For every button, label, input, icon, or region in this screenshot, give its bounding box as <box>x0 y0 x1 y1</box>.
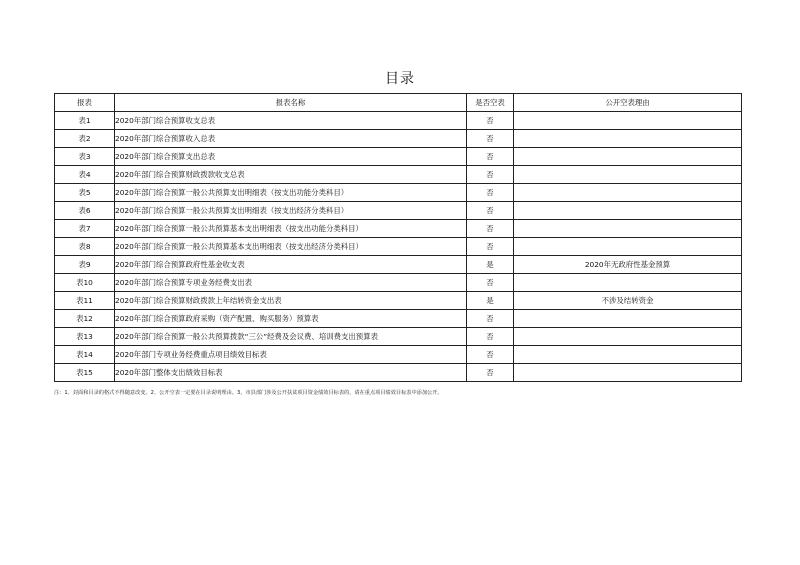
row-name: 2020年部门综合预算专项业务经费支出表 <box>115 274 467 292</box>
header-no: 报表 <box>55 94 115 112</box>
table-row <box>55 202 742 220</box>
row-reason <box>514 148 742 166</box>
row-number: 表3 <box>55 148 115 166</box>
row-number: 表15 <box>55 364 115 382</box>
catalog-table <box>54 93 742 382</box>
row-is-empty: 否 <box>467 328 514 346</box>
row-is-empty: 否 <box>467 346 514 364</box>
table-row <box>55 238 742 256</box>
row-number: 表14 <box>55 346 115 364</box>
row-reason: 不涉及结转资金 <box>514 292 742 310</box>
row-is-empty: 否 <box>467 238 514 256</box>
row-reason <box>514 184 742 202</box>
row-is-empty: 否 <box>467 130 514 148</box>
row-is-empty: 否 <box>467 166 514 184</box>
row-number: 表11 <box>55 292 115 310</box>
row-name: 2020年部门综合预算收支总表 <box>115 112 467 130</box>
row-name: 2020年部门综合预算支出总表 <box>115 148 467 166</box>
row-name: 2020年部门专项业务经费重点项目绩效目标表 <box>115 346 467 364</box>
row-reason <box>514 346 742 364</box>
row-name: 2020年部门综合预算收入总表 <box>115 130 467 148</box>
row-is-empty: 否 <box>467 148 514 166</box>
table-row <box>55 274 742 292</box>
row-reason: 2020年无政府性基金预算 <box>514 256 742 274</box>
row-name: 2020年部门综合预算一般公共预算支出明细表（按支出功能分类科目） <box>115 184 467 202</box>
table-row <box>55 220 742 238</box>
row-is-empty: 否 <box>467 274 514 292</box>
header-empty: 是否空表 <box>467 94 514 112</box>
row-number: 表13 <box>55 328 115 346</box>
row-name: 2020年部门综合预算政府性基金收支表 <box>115 256 467 274</box>
row-name: 2020年部门综合预算一般公共预算基本支出明细表（按支出经济分类科目） <box>115 238 467 256</box>
row-reason <box>514 220 742 238</box>
row-reason <box>514 166 742 184</box>
page-title: 目录 <box>385 71 415 87</box>
table-row <box>55 184 742 202</box>
row-number: 表4 <box>55 166 115 184</box>
row-reason <box>514 202 742 220</box>
table-row <box>55 130 742 148</box>
table-row <box>55 364 742 382</box>
row-number: 表1 <box>55 112 115 130</box>
row-is-empty: 否 <box>467 220 514 238</box>
row-name: 2020年部门综合预算财政拨款上年结转资金支出表 <box>115 292 467 310</box>
row-reason <box>514 364 742 382</box>
row-number: 表9 <box>55 256 115 274</box>
header-name: 报表名称 <box>115 94 467 112</box>
row-name: 2020年部门综合预算一般公共预算拨款“三公”经费及会议费、培训费支出预算表 <box>115 328 467 346</box>
row-is-empty: 是 <box>467 292 514 310</box>
row-is-empty: 否 <box>467 202 514 220</box>
row-number: 表6 <box>55 202 115 220</box>
row-number: 表2 <box>55 130 115 148</box>
row-name: 2020年部门综合预算一般公共预算基本支出明细表（按支出功能分类科目） <box>115 220 467 238</box>
row-is-empty: 是 <box>467 256 514 274</box>
footnote: 注：1、封面和目录的格式不得随意改变。2、公开空表一定要在目录说明理由。3、市县部门涉及公开扶贫项目资金绩效目标表的，请在重点项目绩效目标表中添加公开。 <box>54 390 443 396</box>
row-is-empty: 否 <box>467 364 514 382</box>
row-number: 表8 <box>55 238 115 256</box>
table-row <box>55 256 742 274</box>
row-is-empty: 否 <box>467 112 514 130</box>
row-name: 2020年部门综合预算一般公共预算支出明细表（按支出经济分类科目） <box>115 202 467 220</box>
row-reason <box>514 310 742 328</box>
row-name: 2020年部门综合预算政府采购（资产配置、购买服务）预算表 <box>115 310 467 328</box>
row-reason <box>514 112 742 130</box>
row-reason <box>514 130 742 148</box>
header-reason: 公开空表理由 <box>514 94 742 112</box>
table-row <box>55 148 742 166</box>
table-row <box>55 166 742 184</box>
table-row <box>55 112 742 130</box>
table-row <box>55 328 742 346</box>
row-number: 表10 <box>55 274 115 292</box>
row-reason <box>514 328 742 346</box>
row-number: 表5 <box>55 184 115 202</box>
row-name: 2020年部门整体支出绩效目标表 <box>115 364 467 382</box>
row-number: 表12 <box>55 310 115 328</box>
row-reason <box>514 274 742 292</box>
table-body <box>55 112 742 382</box>
row-reason <box>514 238 742 256</box>
row-is-empty: 否 <box>467 184 514 202</box>
row-name: 2020年部门综合预算财政拨款收支总表 <box>115 166 467 184</box>
table-row <box>55 346 742 364</box>
row-is-empty: 否 <box>467 310 514 328</box>
table-row <box>55 310 742 328</box>
row-number: 表7 <box>55 220 115 238</box>
table-row <box>55 292 742 310</box>
header-row <box>55 94 742 112</box>
